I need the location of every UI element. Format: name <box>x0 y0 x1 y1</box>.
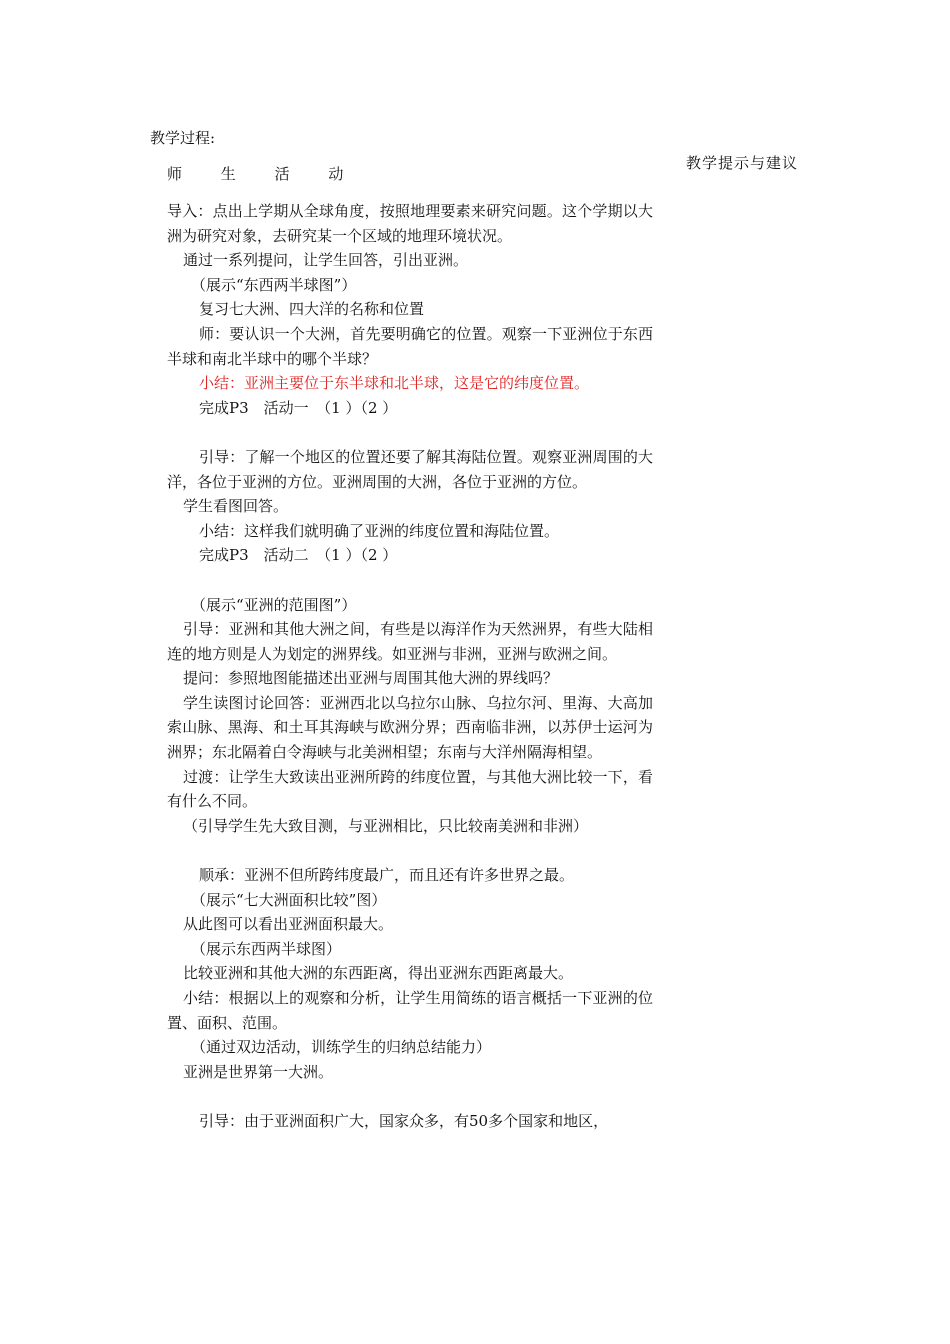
blank-line <box>167 1084 653 1109</box>
paragraph: 学生读图讨论回答：亚洲西北以乌拉尔山脉、乌拉尔河、里海、大高加索山脉、黑海、和土耳其海峡与欧洲分界；西南临非洲，以苏伊士运河为洲界；东北隔着白令海峡与北美洲相望；东南与大洋州隔海相望。 <box>167 693 653 762</box>
paragraph: （展示“七大洲面积比较”图） <box>191 890 387 909</box>
paragraph: 复习七大洲、四大洋的名称和位置 <box>199 300 425 319</box>
paragraph: 导入：点出上学期从全球角度，按照地理要素来研究问题。这个学期以大洲为研究对象，去研究某一个区域的地理环境状况。 <box>167 202 653 245</box>
paragraph: 提问：参照地图能描述出亚洲与周围其他大洲的界线吗？ <box>183 669 559 688</box>
column-header-char: 动 <box>328 165 344 183</box>
paragraph: 引导：亚洲和其他大洲之间，有些是以海洋作为天然洲界，有些大陆相连的地方则是人为划定的洲界线。如亚洲与非洲，亚洲与欧洲之间。 <box>167 620 653 663</box>
blank-line <box>167 838 653 863</box>
paragraph: 比较亚洲和其他大洲的东西距离，得出亚洲东西距离最大。 <box>183 964 574 983</box>
paragraph: 亚洲是世界第一大洲。 <box>183 1062 334 1081</box>
paragraph: （展示东西两半球图） <box>191 939 342 958</box>
paragraph: 完成P3 活动一 （1 ）（2 ） <box>199 398 398 417</box>
summary-highlight: 小结：亚洲主要位于东半球和北半球，这是它的纬度位置。 <box>199 374 590 393</box>
paragraph: 小结：这样我们就明确了亚洲的纬度位置和海陆位置。 <box>199 521 560 540</box>
column-header <box>167 162 377 186</box>
paragraph: 小结：根据以上的观察和分析，让学生用简练的语言概括一下亚洲的位置、面积、范围。 <box>167 989 653 1032</box>
section-heading: 教学过程: <box>150 129 216 147</box>
column-header-char: 活 <box>274 165 290 183</box>
paragraph: 学生看图回答。 <box>183 497 289 516</box>
column-header-char: 生 <box>220 165 236 183</box>
paragraph: 完成P3 活动二 （1 ）（2 ） <box>199 546 398 565</box>
paragraph: 过渡：让学生大致读出亚洲所跨的纬度位置，与其他大洲比较一下，看有什么不同。 <box>167 767 653 811</box>
blank-line <box>167 568 653 593</box>
paragraph: （展示“亚洲的范围图”） <box>191 595 357 614</box>
paragraph: （通过双边活动，训练学生的归纳总结能力） <box>191 1038 492 1057</box>
column-header-char: 师 <box>167 165 183 183</box>
paragraph: 通过一系列提问，让学生回答，引出亚洲。 <box>183 251 469 270</box>
paragraph: 引导：由于亚洲面积广大，国家众多，有50多个国家和地区， <box>199 1111 609 1130</box>
blank-line <box>167 420 653 445</box>
paragraph: 从此图可以看出亚洲面积最大。 <box>183 915 394 934</box>
teacher-student-activity-body <box>167 199 653 1134</box>
paragraph: （展示“东西两半球图”） <box>191 275 357 294</box>
paragraph: （引导学生先大致目测，与亚洲相比，只比较南美洲和非洲） <box>183 816 589 835</box>
teaching-tips-header: 教学提示与建议 <box>686 154 799 172</box>
paragraph: 师：要认识一个大洲，首先要明确它的位置。观察一下亚洲位于东西半球和南北半球中的哪个半球？ <box>167 324 653 368</box>
paragraph: 顺承：亚洲不但所跨纬度最广，而且还有许多世界之最。 <box>199 866 575 885</box>
paragraph: 引导：了解一个地区的位置还要了解其海陆位置。观察亚洲周围的大洋，各位于亚洲的方位。亚洲周围的大洲，各位于亚洲的方位。 <box>167 447 653 491</box>
